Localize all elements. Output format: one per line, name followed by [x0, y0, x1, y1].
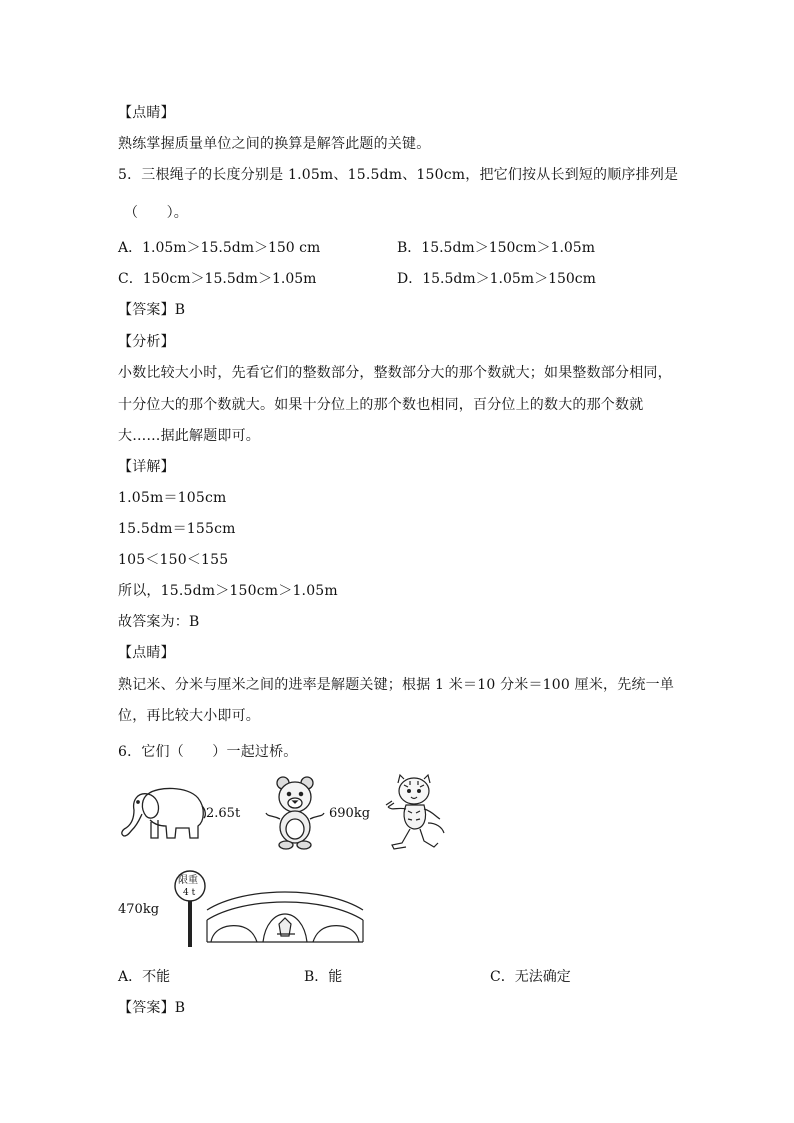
q5-detail-heading: 【详解】 — [118, 459, 175, 475]
bear-weight: 690kg — [329, 806, 371, 821]
elephant-weight: 2.65t — [206, 806, 241, 821]
bear-icon — [262, 773, 328, 851]
q5-analysis-line3: 大……据此解题即可。 — [118, 428, 260, 444]
q5-option-c: C．150cm＞15.5dm＞1.05m — [118, 271, 317, 287]
sign-line1: 限重 — [178, 875, 198, 886]
q6-option-a: A．不能 — [118, 969, 171, 985]
q5-dianjing-line2: 位，再比较大小即可。 — [118, 708, 260, 724]
q5-detail-line1: 1.05m＝105cm — [118, 490, 227, 506]
q5-option-b: B．15.5dm＞150cm＞1.05m — [397, 240, 595, 256]
dianjing1-text: 熟练掌握质量单位之间的换算是解答此题的关键。 — [118, 136, 431, 152]
q6-option-c: C．无法确定 — [490, 969, 571, 985]
q6-option-b: B．能 — [304, 969, 343, 985]
q5-dianjing-heading: 【点睛】 — [118, 645, 175, 661]
q5-stem-line2: （ ）。 — [124, 205, 188, 221]
q5-analysis-heading: 【分析】 — [118, 334, 175, 350]
sign-line2: 4 t — [183, 888, 196, 898]
bridge-icon — [205, 880, 365, 944]
q5-option-d: D．15.5dm＞1.05m＞150cm — [397, 271, 596, 287]
q5-detail-line5: 故答案为：B — [118, 614, 200, 630]
q5-stem-line1: 5．三根绳子的长度分别是 1.05m、15.5dm、150cm，把它们按从长到短的顺序排列是 — [118, 167, 679, 183]
elephant-icon — [118, 782, 206, 842]
tiger-weight: 470kg — [118, 902, 160, 917]
q5-detail-line4: 所以，15.5dm＞150cm＞1.05m — [118, 583, 338, 599]
q5-detail-line3: 105＜150＜155 — [118, 552, 229, 568]
q5-analysis-line2: 十分位大的那个数就大。如果十分位上的那个数也相同，百分位上的数大的那个数就 — [118, 397, 644, 413]
tiger-icon — [380, 773, 448, 853]
q5-option-a: A．1.05m＞15.5dm＞150 cm — [118, 240, 321, 256]
q6-stem: 6．它们（ ）一起过桥。 — [118, 744, 298, 760]
q5-answer: 【答案】B — [118, 302, 186, 318]
q5-dianjing-line1: 熟记米、分米与厘米之间的进率是解题关键；根据 1 米＝10 分米＝100 厘米，先统一单 — [118, 677, 675, 693]
q5-detail-line2: 15.5dm＝155cm — [118, 521, 236, 537]
q6-answer: 【答案】B — [118, 1000, 186, 1016]
q5-analysis-line1: 小数比较大小时，先看它们的整数部分，整数部分大的那个数就大；如果整数部分相同， — [118, 365, 672, 381]
dianjing1-heading: 【点睛】 — [118, 105, 175, 121]
